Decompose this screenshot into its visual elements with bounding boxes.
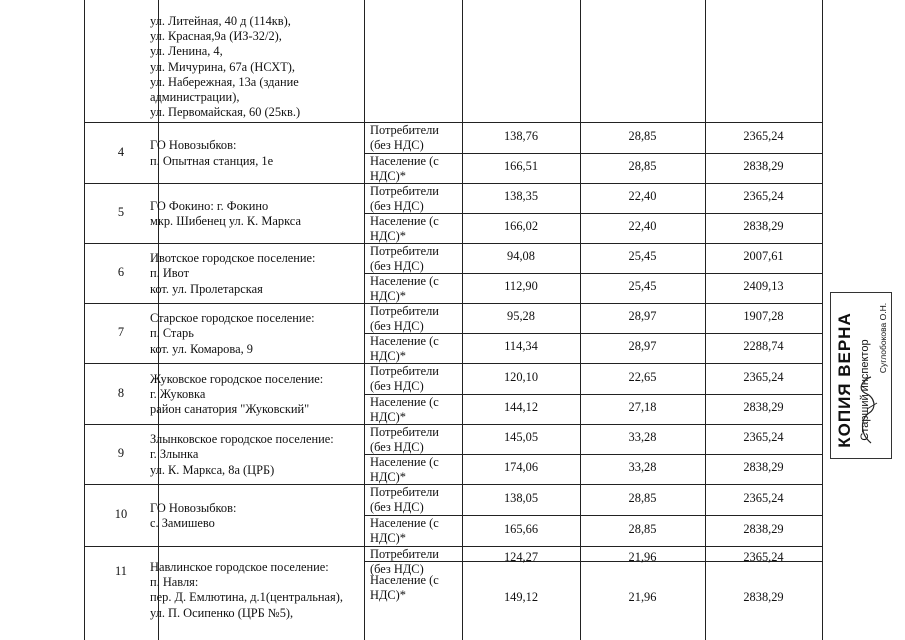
- tariff-value-3: 2838,29: [743, 400, 784, 414]
- location-line: ГО Новозыбков:: [150, 138, 237, 153]
- consumer-category-line: Население (с: [370, 274, 439, 288]
- location-line: Злынковское городское поселение:: [150, 432, 334, 447]
- tariff-value-1: 138,35: [503, 189, 539, 203]
- consumer-category-line: Потребители: [370, 123, 439, 137]
- location-line: п. Ивот: [150, 266, 189, 281]
- location-line: Ивотское городское поселение:: [150, 251, 316, 266]
- location-line: район санатория "Жуковский": [150, 402, 310, 417]
- row-number: 9: [117, 446, 125, 460]
- tariff-value-3: 2365,24: [743, 369, 784, 384]
- consumer-category-line: Потребители: [370, 547, 439, 561]
- location-line: с. Замишево: [150, 516, 215, 530]
- location-line: ГО Новозыбков:: [150, 500, 237, 515]
- consumer-category-line: (без НДС): [370, 562, 424, 576]
- tariff-value-1: 94,08: [507, 249, 535, 263]
- consumer-category-line: НДС)*: [370, 470, 406, 484]
- consumer-category-line: НДС)*: [370, 349, 406, 363]
- address-line: ул. Красная,9а (ИЗ-32/2),: [150, 29, 282, 44]
- consumer-category-line: Население (с: [370, 154, 439, 168]
- consumer-category-line: Население (с: [370, 455, 439, 469]
- location-line: кот. ул. Комарова, 9: [150, 341, 253, 356]
- consumer-category-line: Население (с: [370, 573, 439, 587]
- consumer-category-line: Потребители: [370, 425, 439, 439]
- consumer-category-line: НДС)*: [370, 229, 406, 243]
- consumer-category-line: Потребители: [370, 485, 439, 499]
- tariff-value-2: 28,85: [628, 128, 657, 143]
- tariff-value-1: 166,51: [503, 159, 539, 173]
- consumer-category-line: НДС)*: [370, 289, 406, 303]
- address-line: ул. Ленина, 4,: [150, 44, 223, 59]
- table-row-line: [84, 424, 823, 425]
- location-line: кот. ул. Пролетарская: [150, 281, 263, 296]
- consumer-category-line: (без НДС): [370, 440, 424, 454]
- consumer-category-line: (без НДС): [370, 259, 424, 273]
- tariff-value-1: 166,02: [503, 219, 539, 233]
- location-line: п. Навля:: [150, 575, 199, 590]
- copy-certified-stamp: [830, 292, 892, 459]
- location-line: ул. П. Осипенко (ЦРБ №5),: [150, 605, 294, 620]
- location-line: г. Злынка: [150, 447, 199, 462]
- address-line: ул. Первомайская, 60 (25кв.): [150, 105, 301, 120]
- tariff-value-3: 2365,24: [743, 128, 784, 143]
- consumer-category-line: Потребители: [370, 244, 439, 258]
- tariff-value-1: 112,90: [504, 279, 538, 293]
- location-line: мкр. Шибенец ул. К. Маркса: [150, 214, 301, 228]
- tariff-value-3: 2007,61: [743, 249, 784, 263]
- table-row-line: [84, 546, 823, 547]
- location-line: Старское городское поселение:: [150, 311, 315, 326]
- tariff-value-3: 2288,74: [743, 339, 784, 353]
- tariff-value-2: 33,28: [628, 460, 657, 474]
- row-number: 8: [117, 385, 125, 400]
- tariff-value-2: 21,96: [628, 589, 657, 604]
- consumer-category-line: НДС)*: [370, 588, 406, 602]
- tariff-value-2: 25,45: [628, 279, 657, 293]
- table-row-line: [84, 484, 823, 485]
- row-number: 4: [117, 144, 125, 159]
- consumer-category-line: Население (с: [370, 395, 439, 409]
- consumer-category-line: Население (с: [370, 214, 439, 228]
- consumer-category-line: Потребители: [370, 364, 439, 378]
- tariff-value-3: 2365,24: [743, 550, 784, 564]
- tariff-value-2: 28,97: [628, 309, 657, 323]
- table-row-line: [84, 243, 823, 244]
- tariff-value-2: 28,85: [628, 159, 657, 173]
- tariff-value-2: 33,28: [628, 430, 657, 444]
- consumer-category-line: (без НДС): [370, 199, 424, 213]
- consumer-category-line: Потребители: [370, 184, 439, 198]
- row-number: 11: [115, 564, 127, 578]
- consumer-category-line: Население (с: [370, 516, 439, 530]
- consumer-category-line: (без НДС): [370, 319, 424, 333]
- tariff-value-2: 22,65: [628, 369, 657, 384]
- table-column-line: [364, 0, 365, 640]
- location-line: пер. Д. Емлютина, д.1(центральная),: [150, 590, 343, 605]
- consumer-category-line: (без НДС): [370, 500, 424, 514]
- tariff-value-1: 95,28: [507, 309, 535, 323]
- tariff-value-2: 28,85: [628, 490, 657, 505]
- location-line: ул. К. Маркса, 8а (ЦРБ): [150, 462, 275, 477]
- address-line: ул. Мичурина, 67а (НСХТ),: [150, 59, 296, 74]
- tariff-value-2: 27,18: [628, 400, 657, 414]
- tariff-value-1: 120,10: [503, 369, 539, 384]
- tariff-value-3: 2838,29: [743, 219, 784, 233]
- location-line: г. Жуковка: [150, 386, 206, 401]
- tariff-value-3: 2838,29: [743, 460, 784, 474]
- location-line: ГО Фокино: г. Фокино: [150, 198, 269, 213]
- tariff-value-2: 22,40: [628, 189, 657, 203]
- tariff-value-3: 2409,13: [743, 279, 784, 293]
- tariff-value-3: 2838,29: [743, 159, 784, 173]
- tariff-value-2: 25,45: [628, 249, 657, 263]
- tariff-value-1: 145,05: [503, 430, 539, 444]
- stamp-name: Суглобокова О.Н.: [878, 302, 888, 373]
- table-column-line: [84, 0, 85, 640]
- table-row-line: [84, 122, 823, 123]
- location-line: п. Старь: [150, 326, 194, 341]
- tariff-value-1: 174,06: [503, 460, 539, 474]
- table-row-line: [84, 363, 823, 364]
- consumer-category-line: (без НДС): [370, 379, 424, 393]
- consumer-category-line: (без НДС): [370, 138, 424, 152]
- row-number: 10: [114, 507, 128, 521]
- tariff-value-1: 138,76: [503, 128, 539, 143]
- row-number: 7: [117, 325, 125, 339]
- tariff-value-3: 2365,24: [743, 490, 784, 505]
- tariff-value-2: 22,40: [628, 219, 657, 233]
- tariff-value-1: 165,66: [503, 521, 539, 536]
- tariff-value-1: 138,05: [503, 490, 539, 505]
- tariff-value-2: 21,96: [628, 550, 657, 564]
- location-line: Навлинское городское поселение:: [150, 560, 329, 574]
- tariff-value-1: 124,27: [503, 550, 539, 564]
- consumer-category-line: Население (с: [370, 334, 439, 348]
- tariff-value-3: 2838,29: [743, 589, 784, 604]
- consumer-category-line: НДС)*: [370, 169, 406, 183]
- tariff-value-2: 28,85: [628, 521, 657, 536]
- address-line: ул. Набережная, 13а (здание: [150, 74, 299, 89]
- table-row-line: [84, 303, 823, 304]
- stamp-role: Старший инспектор: [859, 338, 871, 441]
- consumer-category-line: НДС)*: [370, 531, 406, 545]
- tariff-value-2: 28,97: [628, 339, 657, 353]
- tariff-value-3: 1907,28: [743, 309, 784, 323]
- location-line: Жуковское городское поселение:: [150, 371, 324, 386]
- stamp-title: КОПИЯ ВЕРНА: [835, 311, 854, 448]
- tariff-value-1: 149,12: [503, 589, 539, 604]
- row-number: 6: [117, 265, 125, 279]
- row-number: 5: [117, 205, 125, 219]
- tariff-value-1: 114,34: [504, 339, 538, 353]
- tariff-value-3: 2838,29: [743, 521, 784, 536]
- consumer-category-line: НДС)*: [370, 410, 406, 424]
- address-line: администрации),: [150, 90, 240, 104]
- tariff-value-3: 2365,24: [743, 430, 784, 444]
- tariff-value-3: 2365,24: [743, 189, 784, 203]
- table-column-line: [822, 0, 823, 640]
- consumer-category-line: Потребители: [370, 304, 439, 318]
- table-row-line: [84, 183, 823, 184]
- signature-mark: [831, 293, 891, 458]
- address-line: ул. Литейная, 40 д (114кв),: [150, 14, 291, 28]
- tariff-value-1: 144,12: [503, 400, 539, 414]
- location-line: п. Опытная станция, 1е: [150, 153, 274, 168]
